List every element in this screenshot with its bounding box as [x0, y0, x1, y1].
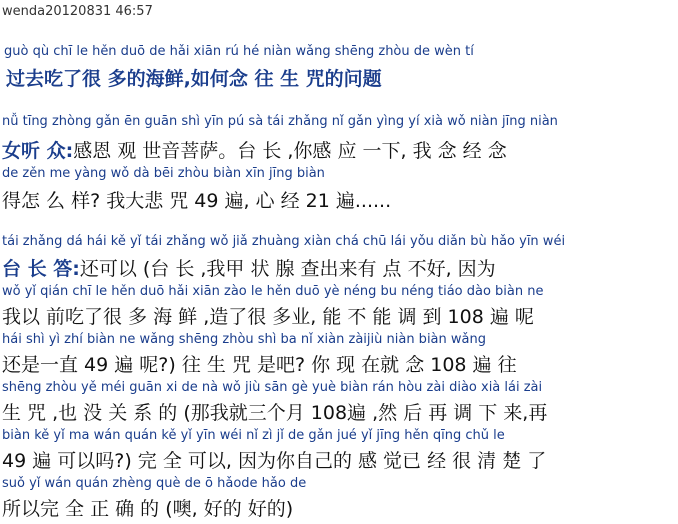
pinyin-line: de zěn me yàng wǒ dà bēi zhòu biàn xīn jīng biàn — [2, 166, 325, 181]
header-meta: wenda20120831 46:57 — [2, 4, 153, 19]
pinyin-line: shēng zhòu yě méi guān xi de nà wǒ jiù sān gè yuè biàn rán hòu zài diào xià lái zài — [2, 380, 543, 395]
text-line — [2, 254, 496, 281]
pinyin-line: biàn kě yǐ ma wán quán kě yǐ yīn wéi nǐ zì jǐ de gǎn jué yǐ jīng hěn qīng chǔ le — [2, 428, 505, 443]
text-line — [2, 136, 507, 163]
speech-text: 还可以 (台 长 ,我甲 状 腺 查出来有 点 不好, 因为 — [79, 258, 496, 280]
text-line: 我以 前吃了很 多 海 鲜 ,造了很 多业, 能 不 能 调 到 108 遍 呢 — [2, 306, 534, 328]
speaker-label: 台 长 答: — [2, 258, 80, 280]
text-line: 得怎 么 样? 我大悲 咒 49 遍, 心 经 21 遍...... — [2, 190, 392, 212]
text-line: 生 咒 ,也 没 关 系 的 (那我就三个月 108遍 ,然 后 再 调 下 来,再 — [2, 402, 548, 424]
title-line: 过去吃了很 多的海鲜,如何念 往 生 咒的问题 — [6, 68, 382, 90]
text-line: 还是一直 49 遍 呢?) 往 生 咒 是吧? 你 现 在就 念 108 遍 往 — [2, 354, 517, 376]
speech-text: 感恩 观 世音菩萨。台 长 ,你感 应 一下, 我 念 经 念 — [73, 140, 507, 162]
pinyin-line: suǒ yǐ wán quán zhèng què de ō hǎode hǎo de — [2, 476, 307, 491]
pinyin-line: tái zhǎng dá hái kě yǐ tái zhǎng wǒ jiǎ zhuàng xiàn chá chū lái yǒu diǎn bù hǎo yīn wéi — [2, 234, 566, 249]
pinyin-line: wǒ yǐ qián chī le hěn duō hǎi xiān zào le hěn duō yè néng bu néng tiáo dào biàn ne — [2, 284, 544, 299]
pinyin-line: guò qù chī le hěn duō de hǎi xiān rú hé niàn wǎng shēng zhòu de wèn tí — [4, 44, 474, 59]
speaker-label: 女听 众: — [2, 140, 74, 162]
pinyin-line: nǚ tīng zhòng gǎn ēn guān shì yīn pú sà tái zhǎng nǐ gǎn yìng yí xià wǒ niàn jīng niàn — [2, 114, 558, 129]
text-line: 49 遍 可以吗?) 完 全 可以, 因为你自己的 感 觉已 经 很 清 楚 了 — [2, 450, 547, 472]
text-line: 所以完 全 正 确 的 (噢, 好的 好的) — [2, 498, 294, 520]
pinyin-line: hái shì yì zhí biàn ne wǎng shēng zhòu shì ba nǐ xiàn zàijiù niàn biàn wǎng — [2, 332, 486, 347]
